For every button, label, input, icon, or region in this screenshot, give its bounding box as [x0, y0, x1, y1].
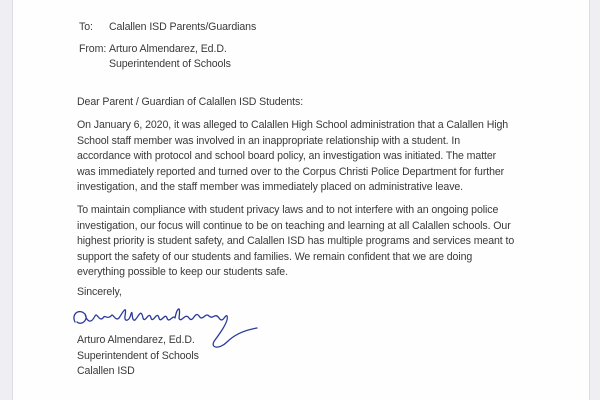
- memo-to-value: Calallen ISD Parents/Guardians: [109, 21, 257, 33]
- paragraph-line: was immediately reported and turned over to the Corpus Christi Police Department for further: [77, 165, 505, 178]
- signer-name: Arturo Almendarez, Ed.D.: [77, 334, 195, 346]
- memo-from-label: From:: [79, 43, 107, 55]
- paragraph-line: support the safety of our students and families. We remain confident that we are doing: [77, 250, 473, 263]
- paragraph-line: highest priority is student safety, and Calallen ISD has multiple programs and services meant to: [77, 235, 515, 247]
- paragraph-line: investigation, and the staff member was immediately placed on administrative leave.: [77, 181, 464, 193]
- memo-from-value-name: Arturo Almendarez, Ed.D.: [109, 43, 227, 55]
- signer-title: Superintendent of Schools: [77, 349, 199, 362]
- closing: Sincerely,: [77, 286, 122, 298]
- memo-from-value-title: Superintendent of Schools: [109, 58, 231, 70]
- signature-block: [77, 333, 199, 380]
- paragraph-privacy: [77, 203, 557, 281]
- paragraph-line: On January 6, 2020, it was alleged to Calallen High School administration that a Calallen High: [77, 119, 509, 131]
- memo-to-label: To:: [79, 21, 93, 33]
- paragraph-line: To maintain compliance with student privacy laws and to not interfere with an ongoing police: [77, 204, 499, 216]
- paragraph-line: accordance with protocol and school board policy, an investigation was initiated. The matter: [77, 150, 497, 162]
- signer-organization: Calallen ISD: [77, 365, 135, 377]
- paragraph-line: everything possible to keep our students safe.: [77, 266, 288, 278]
- paragraph-line: investigation, our focus will continue to be on teaching and learning at all Calallen schools. Our: [77, 219, 511, 232]
- paragraph-incident: [77, 118, 557, 196]
- letter-page: [12, 0, 590, 400]
- paragraph-line: School staff member was involved in an inappropriate relationship with a student. In: [77, 134, 461, 147]
- salutation: Dear Parent / Guardian of Calallen ISD Students:: [77, 96, 304, 108]
